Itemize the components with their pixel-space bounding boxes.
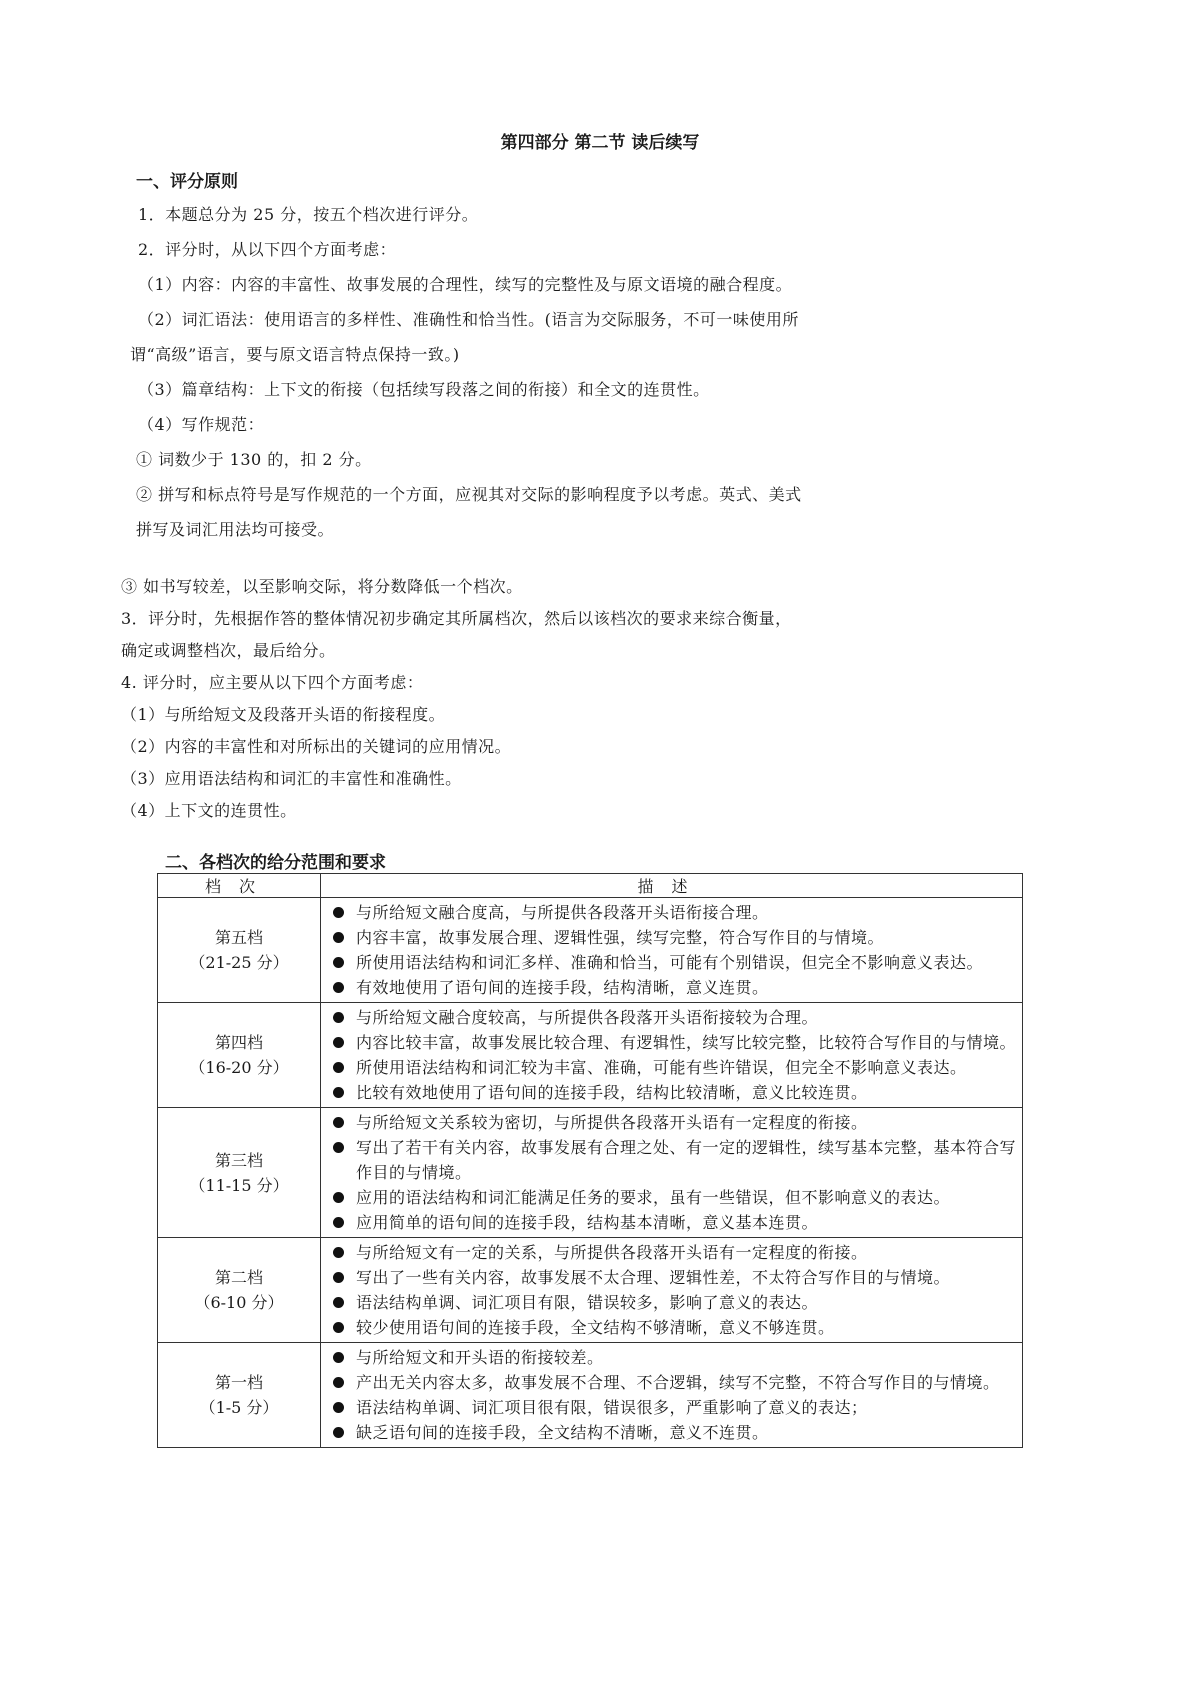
bullet-icon <box>333 1142 344 1153</box>
description-cell <box>321 1108 1023 1238</box>
table-row <box>158 1003 1023 1108</box>
bullet-icon <box>333 982 344 993</box>
rule-line-16: （2）内容的丰富性和对所标出的关键词的应用情况。 <box>121 737 512 756</box>
level-range: （21-25 分） <box>189 953 289 972</box>
list-item <box>331 975 1016 1000</box>
rule-line-9: ② 拼写和标点符号是写作规范的一个方面，应视其对交际的影响程度予以考虑。英式、美式 <box>136 485 802 504</box>
bullet-icon <box>333 1427 344 1438</box>
rule-line-1: 1．本题总分为 25 分，按五个档次进行评分。 <box>138 205 479 224</box>
criterion-text: 内容丰富，故事发展合理、逻辑性强，续写完整，符合写作目的与情境。 <box>356 928 885 947</box>
table-row <box>158 1108 1023 1238</box>
rule-line-8: ① 词数少于 130 的，扣 2 分。 <box>136 450 372 469</box>
rule-line-13: 确定或调整档次，最后给分。 <box>121 641 336 660</box>
list-item <box>331 1395 1016 1420</box>
rule-line-17: （3）应用语法结构和词汇的丰富性和准确性。 <box>121 769 462 788</box>
list-item <box>331 1345 1016 1370</box>
criterion-text: 写出了若干有关内容，故事发展有合理之处、有一定的逻辑性，续写基本完整，基本符合写作目的与情境。 <box>356 1138 1017 1182</box>
table-row <box>158 1238 1023 1343</box>
criterion-text: 与所给短文和开头语的衔接较差。 <box>356 1348 604 1367</box>
level-cell <box>158 1108 321 1238</box>
level-name: 第二档 <box>214 1268 263 1287</box>
list-item <box>331 1005 1016 1030</box>
level-cell <box>158 1003 321 1108</box>
level-name: 第一档 <box>214 1373 263 1392</box>
level-range: （1-5 分） <box>199 1398 279 1417</box>
criterion-text: 应用的语法结构和词汇能满足任务的要求，虽有一些错误，但不影响意义的表达。 <box>356 1188 951 1207</box>
criterion-text: 内容比较丰富，故事发展比较合理、有逻辑性，续写比较完整，比较符合写作目的与情境。 <box>356 1033 1017 1052</box>
list-item <box>331 1110 1016 1135</box>
criterion-text: 缺乏语句间的连接手段，全文结构不清晰，意义不连贯。 <box>356 1423 769 1442</box>
rule-line-5: 谓“高级”语言，要与原文语言特点保持一致。) <box>130 345 460 364</box>
list-item <box>331 1210 1016 1235</box>
section1-heading: 一、评分原则 <box>136 172 238 192</box>
list-item <box>331 1265 1016 1290</box>
list-item <box>331 1420 1016 1445</box>
criterion-text: 比较有效地使用了语句间的连接手段，结构比较清晰，意义比较连贯。 <box>356 1083 868 1102</box>
criterion-text: 与所给短文融合度较高，与所提供各段落开头语衔接较为合理。 <box>356 1008 819 1027</box>
list-item <box>331 950 1016 975</box>
bullet-icon <box>333 1117 344 1128</box>
rule-line-10: 拼写及词汇用法均可接受。 <box>136 520 335 539</box>
criterion-text: 有效地使用了语句间的连接手段，结构清晰，意义连贯。 <box>356 978 769 997</box>
bullet-icon <box>333 932 344 943</box>
rule-line-14: 4. 评分时，应主要从以下四个方面考虑： <box>121 673 424 692</box>
list-item <box>331 1135 1016 1185</box>
criterion-text: 与所给短文融合度高，与所提供各段落开头语衔接合理。 <box>356 903 769 922</box>
bullet-icon <box>333 1377 344 1388</box>
list-item <box>331 1370 1016 1395</box>
level-range: （16-20 分） <box>189 1058 289 1077</box>
criterion-text: 所使用语法结构和词汇较为丰富、准确，可能有些许错误，但完全不影响意义表达。 <box>356 1058 967 1077</box>
level-name: 第三档 <box>214 1150 263 1170</box>
bullet-icon <box>333 907 344 918</box>
bullet-icon <box>333 1297 344 1308</box>
bullet-icon <box>333 1087 344 1098</box>
list-item <box>331 1055 1016 1080</box>
bullet-icon <box>333 1272 344 1283</box>
rule-line-7: （4）写作规范： <box>138 415 265 434</box>
description-cell <box>321 1343 1023 1448</box>
bullet-icon <box>333 1322 344 1333</box>
criterion-text: 产出无关内容太多，故事发展不合理、不合逻辑，续写不完整，不符合写作目的与情境。 <box>356 1373 1000 1392</box>
level-cell <box>158 1343 321 1448</box>
list-item <box>331 1030 1016 1055</box>
description-cell <box>321 898 1023 1003</box>
description-cell <box>321 1003 1023 1108</box>
grading-table <box>157 873 1023 1448</box>
list-item <box>331 1290 1016 1315</box>
bullet-icon <box>333 1352 344 1363</box>
bullet-icon <box>333 1062 344 1073</box>
criterion-text: 所使用语法结构和词汇多样、准确和恰当，可能有个别错误，但完全不影响意义表达。 <box>356 953 984 972</box>
list-item <box>331 1240 1016 1265</box>
criterion-text: 与所给短文关系较为密切，与所提供各段落开头语有一定程度的衔接。 <box>356 1113 868 1132</box>
table-row <box>158 898 1023 1003</box>
level-cell <box>158 898 321 1003</box>
table-header-row <box>158 874 1023 898</box>
criterion-text: 语法结构单调、词汇项目有限，错误较多，影响了意义的表达。 <box>356 1293 819 1312</box>
list-item <box>331 1080 1016 1105</box>
rule-line-6: （3）篇章结构：上下文的衔接（包括续写段落之间的衔接）和全文的连贯性。 <box>138 380 710 399</box>
list-item <box>331 900 1016 925</box>
rule-line-12: 3．评分时，先根据作答的整体情况初步确定其所属档次，然后以该档次的要求来综合衡量， <box>121 609 792 628</box>
rule-line-2: 2．评分时，从以下四个方面考虑： <box>138 240 397 259</box>
rule-line-4: （2）词汇语法：使用语言的多样性、准确性和恰当性。(语言为交际服务，不可一味使用所 <box>138 310 799 329</box>
list-item <box>331 925 1016 950</box>
level-cell <box>158 1238 321 1343</box>
bullet-icon <box>333 1247 344 1258</box>
rule-line-18: （4）上下文的连贯性。 <box>121 801 297 820</box>
rule-line-11: ③ 如书写较差，以至影响交际，将分数降低一个档次。 <box>121 577 523 596</box>
bullet-icon <box>333 1012 344 1023</box>
criterion-text: 较少使用语句间的连接手段，全文结构不够清晰，意义不够连贯。 <box>356 1318 835 1337</box>
rule-line-3: （1）内容：内容的丰富性、故事发展的合理性，续写的完整性及与原文语境的融合程度。 <box>138 275 793 294</box>
bullet-icon <box>333 957 344 968</box>
column-header-level: 档次 <box>158 874 321 898</box>
criterion-text: 语法结构单调、词汇项目很有限，错误很多，严重影响了意义的表达； <box>356 1398 868 1417</box>
level-name: 第四档 <box>214 1033 263 1052</box>
list-item <box>331 1185 1016 1210</box>
criterion-text: 应用简单的语句间的连接手段，结构基本清晰，意义基本连贯。 <box>356 1213 819 1232</box>
bullet-icon <box>333 1217 344 1228</box>
level-name: 第五档 <box>214 928 263 947</box>
description-cell <box>321 1238 1023 1343</box>
list-item <box>331 1315 1016 1340</box>
table-row <box>158 1343 1023 1448</box>
section2-heading: 二、各档次的给分范围和要求 <box>165 853 386 873</box>
page-title: 第四部分 第二节 读后续写 <box>500 133 700 153</box>
bullet-icon <box>333 1402 344 1413</box>
criterion-text: 与所给短文有一定的关系，与所提供各段落开头语有一定程度的衔接。 <box>356 1243 868 1262</box>
criterion-text: 写出了一些有关内容，故事发展不太合理、逻辑性差，不太符合写作目的与情境。 <box>356 1268 951 1287</box>
column-header-description: 描述 <box>321 874 1023 898</box>
level-range: （6-10 分） <box>194 1293 284 1312</box>
bullet-icon <box>333 1192 344 1203</box>
bullet-icon <box>333 1037 344 1048</box>
rule-line-15: （1）与所给短文及段落开头语的衔接程度。 <box>121 705 446 724</box>
level-range: （11-15 分） <box>189 1175 289 1195</box>
